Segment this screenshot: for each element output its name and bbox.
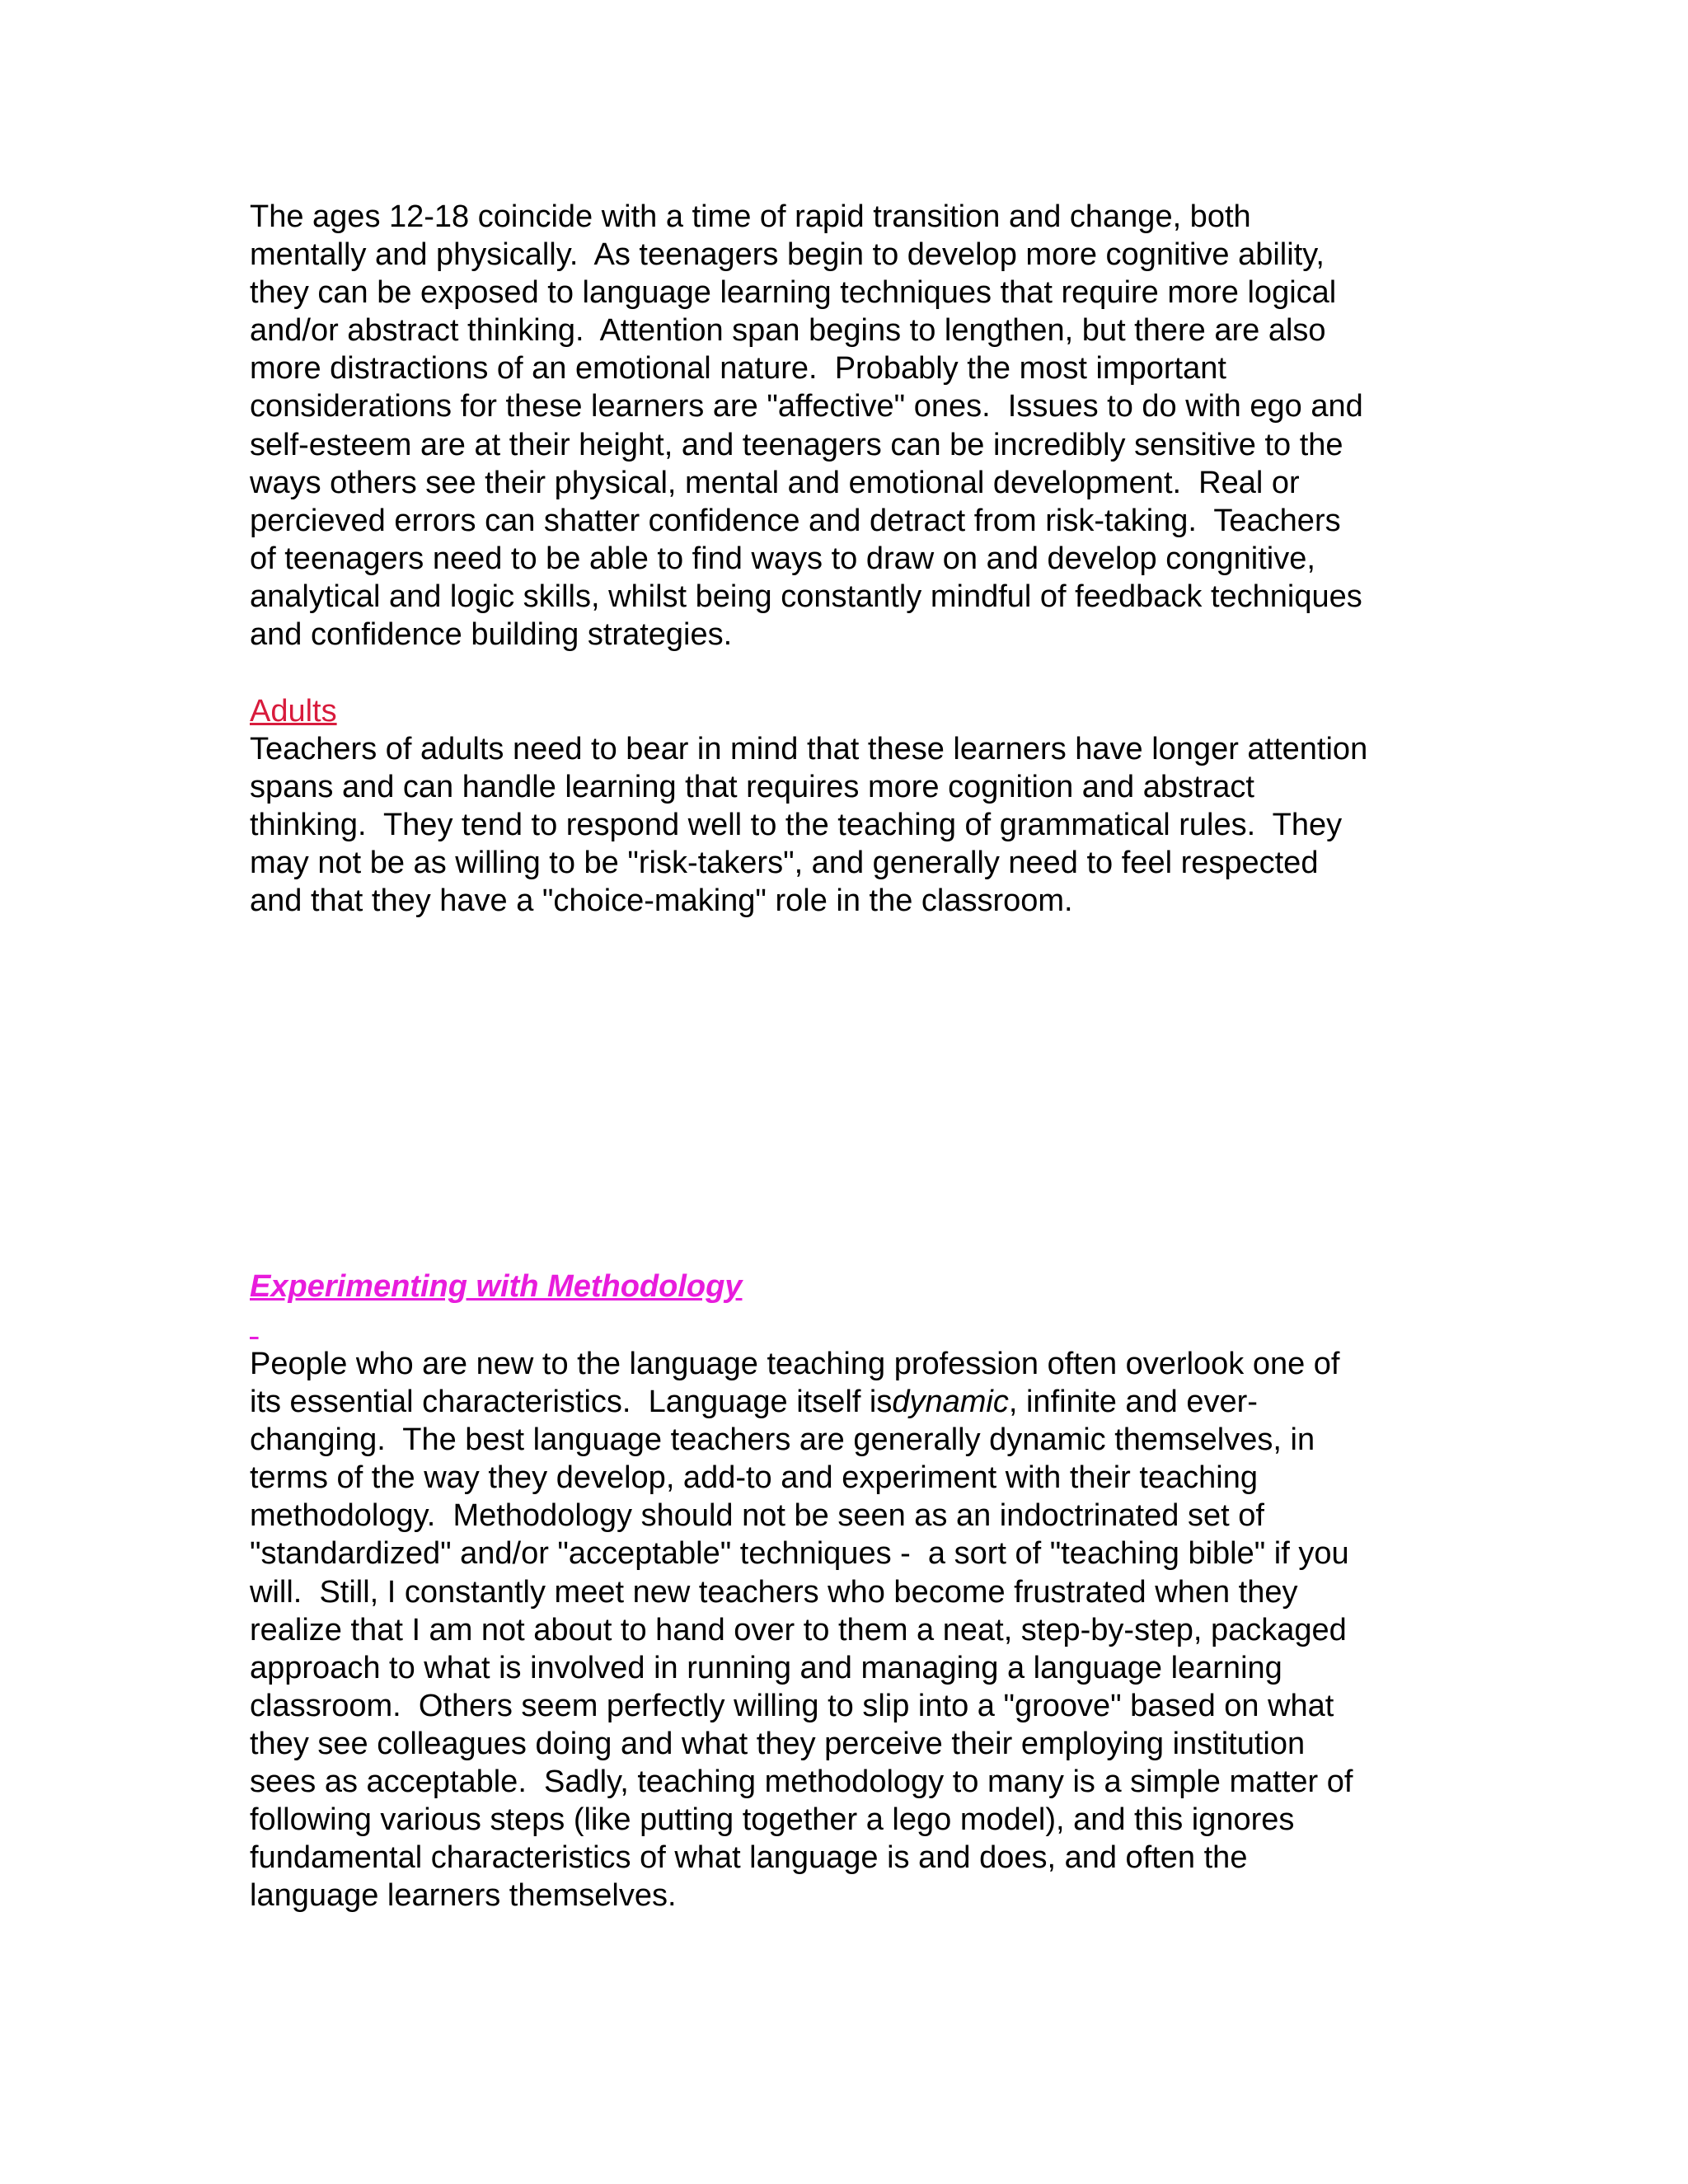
line-text: its essential characteristics. Language itself is	[250, 1385, 893, 1420]
paragraph-line: analytical and logic skills, whilst being constantly mindful of feedback techniques	[250, 579, 1362, 614]
paragraph-line: changing. The best language teachers are generally dynamic themselves, in	[250, 1422, 1315, 1458]
paragraph-line: thinking. They tend to respond well to the teaching of grammatical rules. They	[250, 808, 1343, 843]
paragraph-line: and/or abstract thinking. Attention span begins to lengthen, but there are also	[250, 313, 1326, 349]
paragraph-line: they see colleagues doing and what they perceive their employing institution	[250, 1726, 1306, 1761]
paragraph-line: Teachers of adults need to bear in mind that these learners have longer attention	[250, 732, 1368, 766]
paragraph-line: sees as acceptable. Sadly, teaching methodology to many is a simple matter of	[250, 1765, 1353, 1800]
heading-spacer	[250, 1309, 259, 1342]
paragraph-line: approach to what is involved in running and managing a language learning	[250, 1650, 1282, 1685]
paragraph-line: following various steps (like putting together a lego model), and this ignores	[250, 1802, 1295, 1838]
paragraph-line: mentally and physically. As teenagers begin to develop more cognitive ability,	[250, 237, 1325, 273]
teens-paragraph	[250, 198, 1363, 654]
paragraph-line: considerations for these learners are "affective" ones. Issues to do with ego and	[250, 389, 1363, 424]
paragraph-line-mixed	[250, 1383, 1353, 1421]
paragraph-line: and that they have a "choice-making" role in the classroom.	[250, 883, 1073, 919]
paragraph-line: The ages 12-18 coincide with a time of rapid transition and change, both	[250, 199, 1251, 234]
paragraph-line: ways others see their physical, mental and emotional development. Real or	[250, 465, 1300, 500]
paragraph-line: percieved errors can shatter confidence and detract from risk-taking. Teachers	[250, 503, 1341, 538]
paragraph-line: classroom. Others seem perfectly willing to slip into a "groove" based on what	[250, 1688, 1334, 1723]
paragraph-line: may not be as willing to be "risk-takers", and generally need to feel respected	[250, 846, 1319, 881]
paragraph-line: and confidence building strategies.	[250, 617, 733, 653]
paragraph-line: terms of the way they develop, add-to and experiment with their teaching	[250, 1460, 1259, 1496]
paragraph-line: "standardized" and/or "acceptable" techniques - a sort of "teaching bible" if you	[250, 1536, 1349, 1572]
paragraph-line: realize that I am not about to hand over to them a neat, step-by-step, packaged	[250, 1612, 1347, 1647]
paragraph-line: of teenagers need to be able to find ways to draw on and develop congnitive,	[250, 541, 1315, 576]
paragraph-line: methodology. Methodology should not be seen as an indoctrinated set of	[250, 1498, 1264, 1534]
methodology-paragraph	[250, 1345, 1353, 1915]
adults-heading: Adults	[250, 694, 337, 729]
emphasis-text: dynamic	[892, 1385, 1009, 1420]
paragraph-line: more distractions of an emotional nature. Probably the most important	[250, 351, 1226, 387]
paragraph-line: self-esteem are at their height, and teenagers can be incredibly sensitive to the	[250, 427, 1343, 462]
paragraph-line: People who are new to the language teaching profession often overlook one of	[250, 1347, 1340, 1381]
methodology-heading: Experimenting with Methodology	[250, 1269, 743, 1304]
paragraph-line: they can be exposed to language learning techniques that require more logical	[250, 275, 1337, 311]
paragraph-line: spans and can handle learning that requires more cognition and abstract	[250, 770, 1254, 805]
adults-paragraph	[250, 730, 1367, 920]
paragraph-line: fundamental characteristics of what language is and does, and often the	[250, 1840, 1248, 1876]
line-text: , infinite and ever-	[1008, 1385, 1258, 1420]
paragraph-line: language learners themselves.	[250, 1878, 677, 1914]
paragraph-line: will. Still, I constantly meet new teachers who become frustrated when they	[250, 1574, 1298, 1610]
